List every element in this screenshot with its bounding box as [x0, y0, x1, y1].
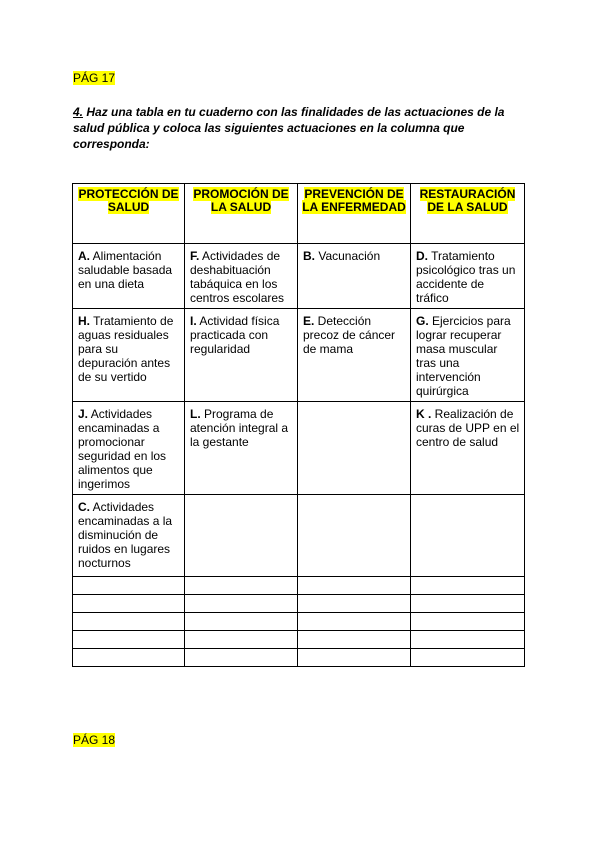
page-label-17-text: PÁG 17: [73, 71, 116, 85]
table-cell: [298, 402, 411, 495]
table-cell: J. Actividades encaminadas a promocionar seguridad en los alimentos que ingerimos: [73, 402, 185, 495]
table-cell: L. Programa de atención integral a la gestante: [185, 402, 298, 495]
table-cell: [298, 495, 411, 577]
page-label-17: [73, 71, 115, 85]
question-body: Haz una tabla en tu cuaderno con las finalidades de las actuaciones de la salud pública y coloca las siguientes actuaciones en la columna que corresponda:: [73, 105, 505, 151]
table-cell: [185, 495, 298, 577]
health-actions-table: [72, 183, 525, 667]
table-cell: I. Actividad física practicada con regularidad: [185, 309, 298, 402]
empty-row: [73, 613, 525, 631]
question-number: 4.: [73, 105, 84, 119]
table-row: [73, 309, 525, 402]
table-cell: F. Actividades de deshabituación tabáquica en los centros escolares: [185, 244, 298, 309]
table-row: [73, 244, 525, 309]
table-header-row: [73, 184, 525, 244]
table-cell: K . Realización de curas de UPP en el centro de salud: [411, 402, 525, 495]
empty-row: [73, 595, 525, 613]
table-cell: [411, 495, 525, 577]
empty-row: [73, 649, 525, 667]
header-prevencion: PREVENCIÓN DE LA ENFERMEDAD: [298, 184, 411, 244]
table-cell: H. Tratamiento de aguas residuales para su depuración antes de su vertido: [73, 309, 185, 402]
table-cell: C. Actividades encaminadas a la disminución de ruidos en lugares nocturnos: [73, 495, 185, 577]
header-proteccion: PROTECCIÓN DE SALUD: [73, 184, 185, 244]
table-cell: B. Vacunación: [298, 244, 411, 309]
table-cell: A. Alimentación saludable basada en una dieta: [73, 244, 185, 309]
header-restauracion: RESTAURACIÓN DE LA SALUD: [411, 184, 525, 244]
table-cell: E. Detección precoz de cáncer de mama: [298, 309, 411, 402]
header-promocion: PROMOCIÓN DE LA SALUD: [185, 184, 298, 244]
table-row: [73, 402, 525, 495]
empty-row: [73, 577, 525, 595]
empty-row: [73, 631, 525, 649]
question-text: [73, 104, 533, 152]
page-label-18-text: PÁG 18: [73, 733, 116, 747]
table-cell: D. Tratamiento psicológico tras un accidente de tráfico: [411, 244, 525, 309]
page-label-18: [73, 733, 115, 747]
table-cell: G. Ejercicios para lograr recuperar masa muscular tras una intervención quirúrgica: [411, 309, 525, 402]
table-row: [73, 495, 525, 577]
